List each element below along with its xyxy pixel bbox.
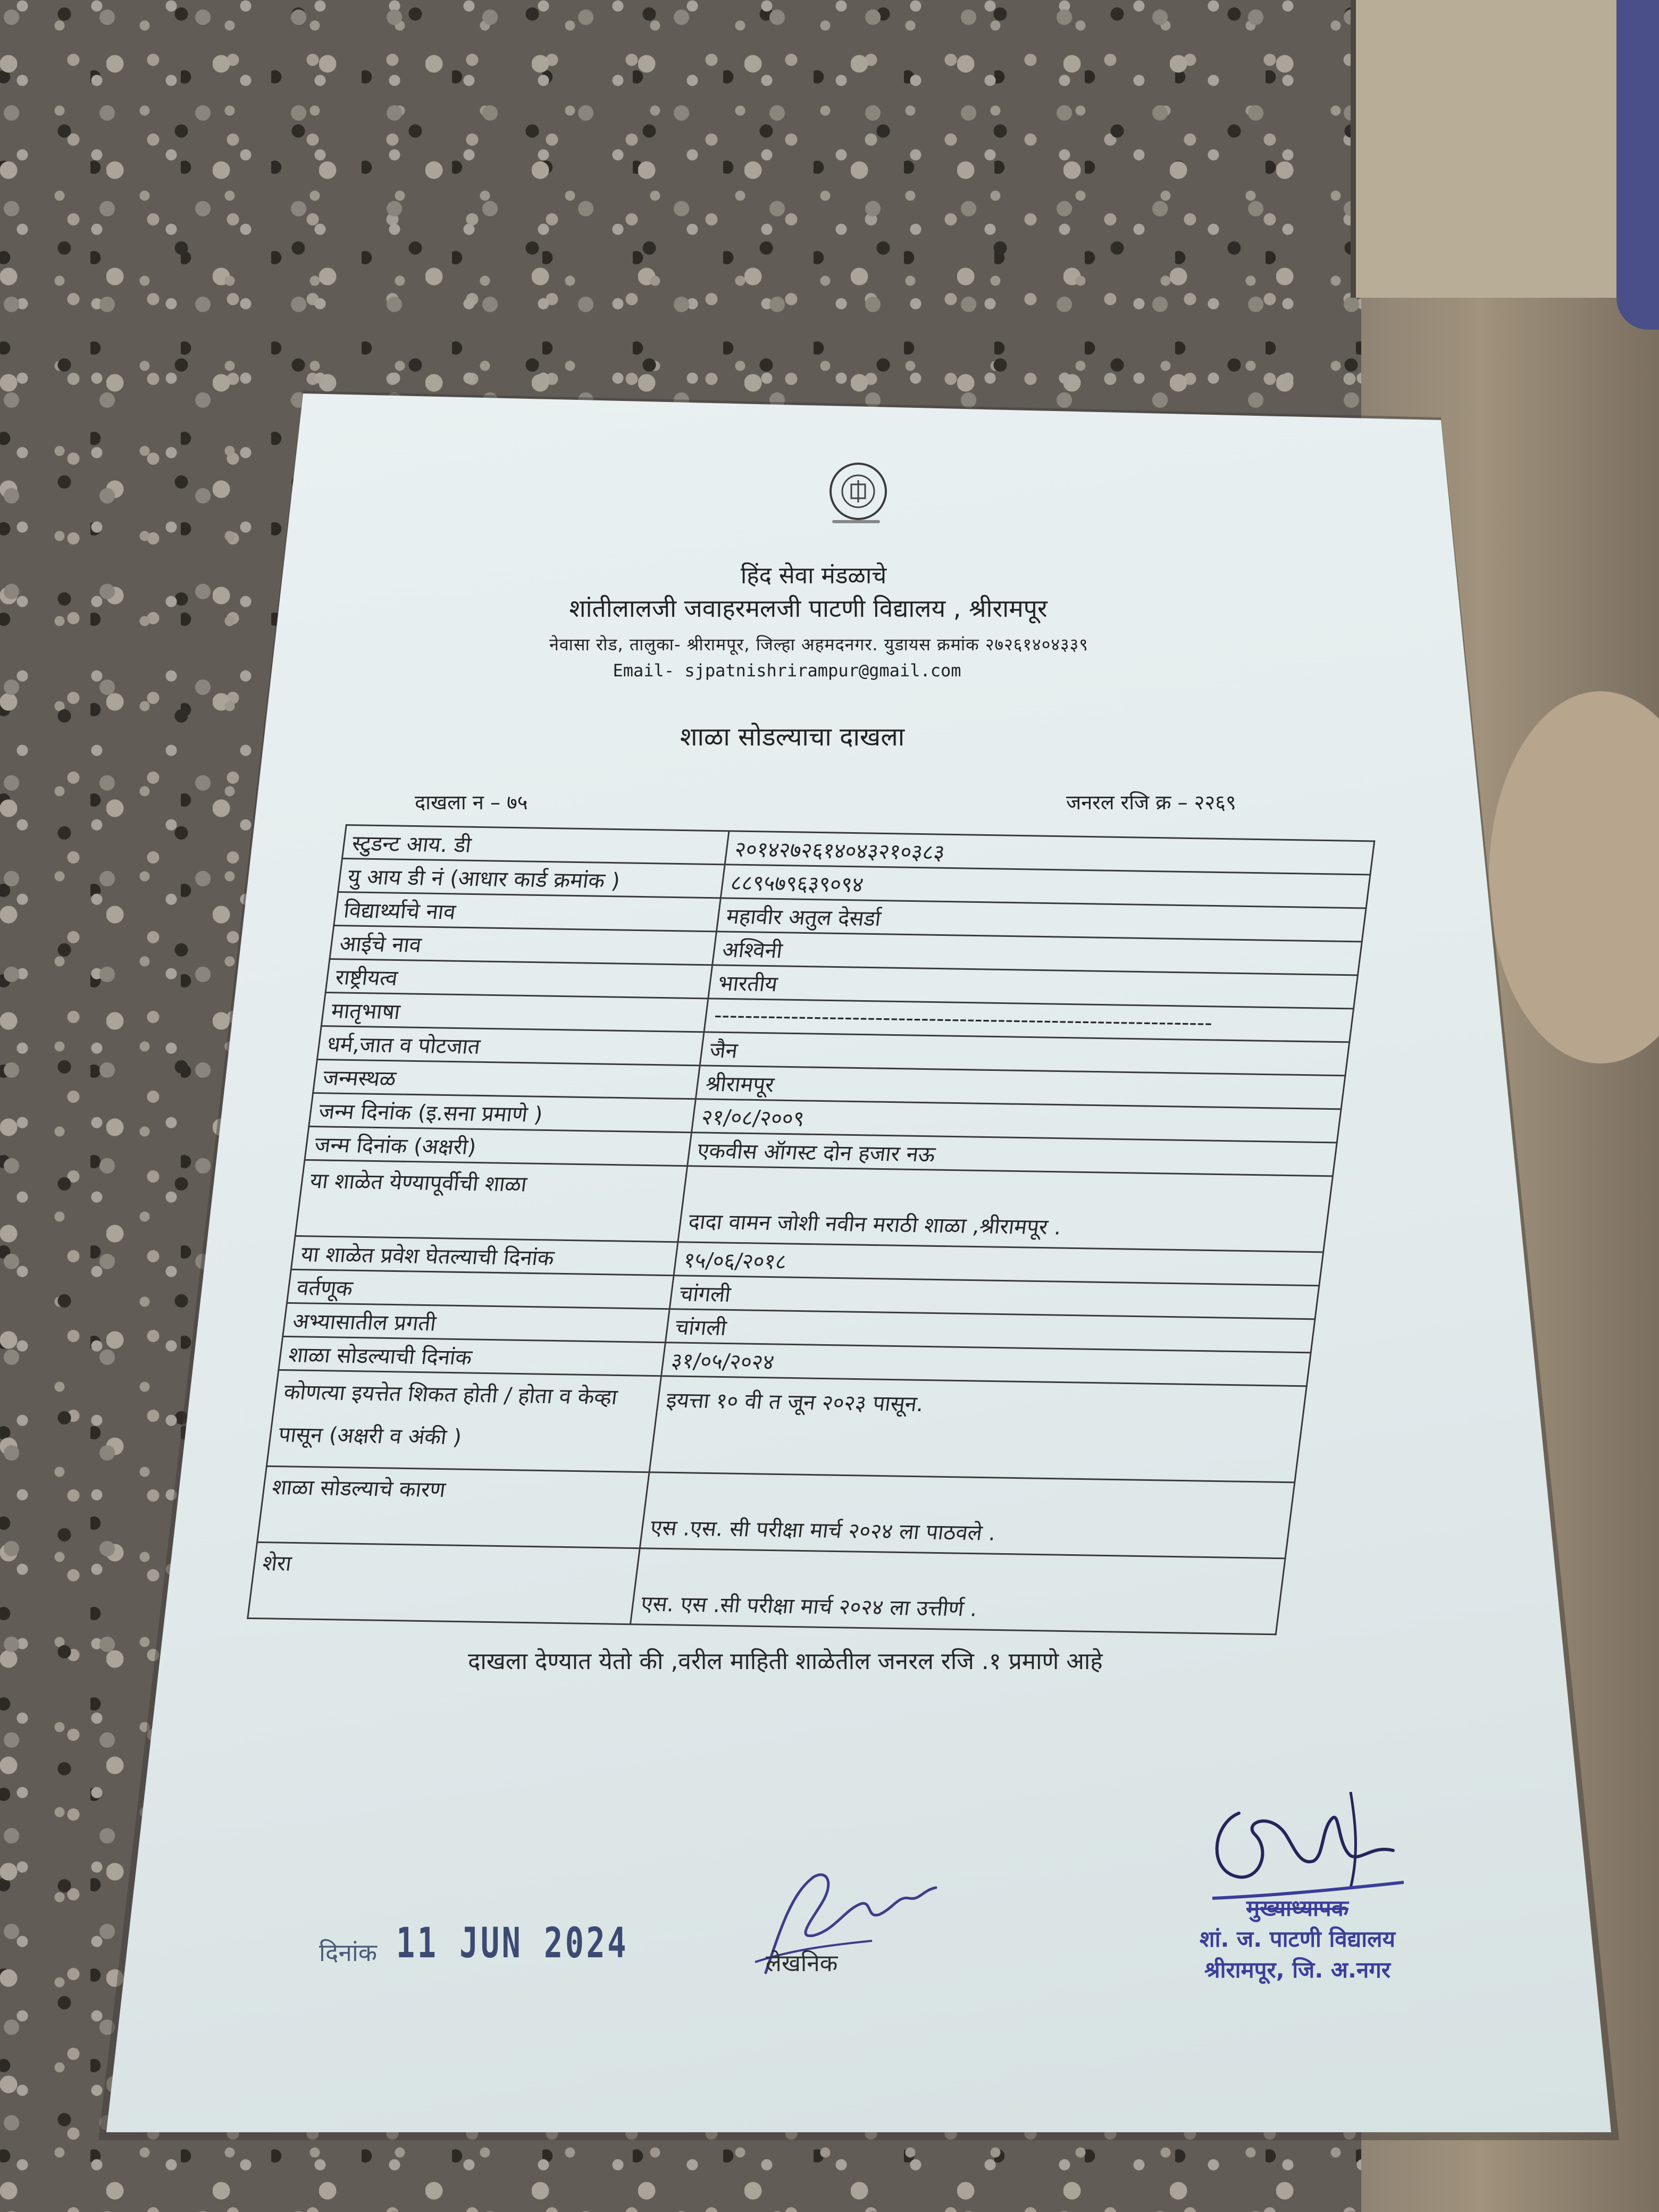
date-stamp: 11 JUN 2024 — [396, 1920, 629, 1967]
row-label: जन्म दिनांक (इ.सना प्रमाणे ) — [309, 1093, 696, 1132]
document-title: शाळा सोडल्याचा दाखला — [680, 722, 905, 752]
row-value: एस. एस .सी परीक्षा मार्च २०२४ ला उत्तीर्ण . — [630, 1548, 1285, 1635]
clerk-label: लेखनिक — [766, 1950, 838, 1977]
row-label: राष्ट्रीयत्व — [325, 959, 713, 998]
table-row — [248, 1542, 1285, 1634]
stamp-line-2: शां. ज. पाटणी विद्यालय — [1200, 1926, 1395, 1952]
general-register-number: जनरल रजि क्र – २२६९ — [1066, 791, 1236, 814]
row-value: ८८९५७९६३९०९४ — [720, 865, 1370, 908]
row-value: महावीर अतुल देसर्डा — [716, 898, 1366, 942]
row-value: चांगली — [665, 1309, 1315, 1353]
organization-name: हिंद सेवा मंडळाचे — [740, 562, 887, 589]
certification-statement: दाखला देण्यात येतो की ,वरील माहिती शाळेतील जनरल रजि .१ प्रमाणे आहे — [468, 1648, 1103, 1675]
row-value: श्रीरामपूर — [696, 1066, 1345, 1109]
row-label: वर्तणूक — [287, 1269, 674, 1309]
row-label: जन्मस्थळ — [313, 1059, 700, 1099]
row-value: २०१४२७२६१४०४३२१०३८३ — [725, 831, 1375, 875]
row-label: मातृभाषा — [321, 992, 708, 1032]
certificate-number: दाखला न – ७५ — [415, 791, 528, 814]
row-label: शाळा सोडल्याची दिनांक — [279, 1336, 666, 1376]
date-label: दिनांक — [319, 1938, 378, 1967]
row-label: विद्यार्थ्याचे नाव — [334, 892, 721, 932]
blue-cloth — [1616, 0, 1659, 330]
row-label: शेरा — [248, 1542, 640, 1624]
row-value: जैन — [700, 1032, 1350, 1076]
row-value: ----------------------------------------------------------------- — [704, 999, 1354, 1042]
row-label: कोणत्या इयत्तेत शिकत होती / होता व केव्हा पासून (अक्षरी व अंकी ) — [266, 1370, 661, 1472]
row-value: भारतीय — [708, 965, 1358, 1009]
details-table — [247, 824, 1375, 1635]
row-value: इयत्ता १० वी त जून २०२३ पासून. — [649, 1376, 1306, 1482]
school-email: Email- sjpatnishrirampur@gmail.com — [613, 660, 961, 681]
row-value: एस .एस. सी परीक्षा मार्च २०२४ ला पाठवले . — [640, 1472, 1295, 1559]
emblem-caption — [832, 520, 880, 523]
school-address: नेवासा रोड, तालुका- श्रीरामपूर, जिल्हा अहमदनगर. युडायस क्रमांक २७२६१४०४३३९ — [549, 634, 1088, 655]
row-label: धर्म,जात व पोटजात — [317, 1026, 704, 1065]
row-value: २१/०८/२००९ — [691, 1099, 1341, 1143]
school-emblem-icon — [830, 463, 887, 520]
stamp-line-3: श्रीरामपूर, जि. अ.नगर — [1204, 1957, 1391, 1983]
row-label: अभ्यासातील प्रगती — [283, 1303, 670, 1342]
stamp-line-1: मुख्याध्यापक — [1246, 1895, 1349, 1921]
row-value: अश्विनी — [713, 932, 1362, 975]
floor-tile-top-right — [1351, 0, 1659, 298]
row-label: या शाळेत येण्यापूर्वीची शाळा — [295, 1160, 687, 1242]
row-value: ३१/०५/२०२४ — [661, 1343, 1311, 1386]
row-label: आईचे नाव — [330, 926, 717, 965]
row-label: या शाळेत प्रवेश घेतल्याची दिनांक — [291, 1236, 678, 1275]
school-name: शांतीलालजी जवाहरमलजी पाटणी विद्यालय , श्रीरामपूर — [569, 594, 1048, 623]
row-value: दादा वामन जोशी नवीन मराठी शाळा ,श्रीरामपूर . — [678, 1166, 1333, 1252]
row-label: स्टुडन्ट आय. डी — [342, 825, 729, 865]
table-row — [266, 1370, 1306, 1482]
row-value: १५/०६/२०१८ — [674, 1242, 1323, 1286]
row-label: जन्म दिनांक (अक्षरी) — [305, 1126, 692, 1166]
row-value: चांगली — [669, 1276, 1319, 1319]
row-value: एकवीस ऑगस्ट दोन हजार नऊ — [688, 1133, 1337, 1176]
row-label: शाळा सोडल्याचे कारण — [257, 1466, 649, 1548]
principal-stamp — [1175, 1893, 1420, 1985]
row-label: यु आय डी नं (आधार कार्ड क्रमांक ) — [338, 859, 725, 898]
